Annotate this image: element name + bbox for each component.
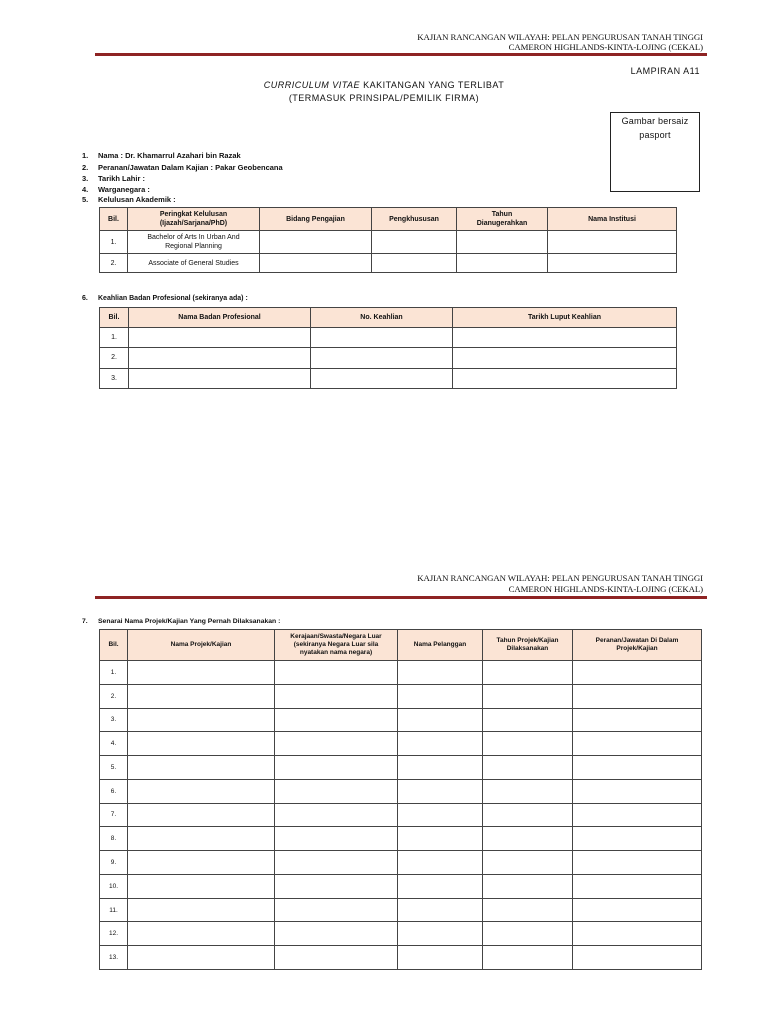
projects-cell — [398, 922, 483, 946]
academic-cell — [548, 254, 677, 273]
row-number-cell: 4. — [100, 732, 128, 756]
running-header-line2: CAMERON HIGHLANDS-KINTA-LOJING (CEKAL) — [508, 42, 703, 52]
projects-cell — [398, 851, 483, 875]
header-rule — [95, 596, 707, 599]
document-subtitle: (TERMASUK PRINSIPAL/PEMILIK FIRMA) — [288, 93, 480, 103]
academic-header-cell: Bil. — [100, 208, 128, 231]
projects-header-row — [100, 630, 702, 661]
row-number-cell: 9. — [100, 851, 128, 875]
professional-cell — [453, 328, 677, 348]
row-number-cell: 6. — [100, 779, 128, 803]
projects-cell — [275, 661, 398, 685]
projects-cell — [398, 898, 483, 922]
academic-cell — [548, 231, 677, 254]
table-row — [100, 946, 702, 970]
academic-cell — [372, 231, 457, 254]
projects-cell — [398, 779, 483, 803]
academic-header-cell: Tahun Dianugerahkan — [457, 208, 548, 231]
projects-cell — [398, 684, 483, 708]
academic-cell — [260, 254, 372, 273]
row-number-cell: 7. — [100, 803, 128, 827]
academic-header-cell: Pengkhususan — [372, 208, 457, 231]
projects-cell — [573, 732, 702, 756]
projects-cell — [573, 874, 702, 898]
projects-cell — [128, 756, 275, 780]
table-row — [100, 368, 677, 388]
header-rule — [95, 53, 707, 56]
projects-header-cell: Bil. — [100, 630, 128, 661]
projects-cell — [573, 708, 702, 732]
item-number: 2. — [82, 163, 89, 172]
projects-cell — [573, 803, 702, 827]
professional-cell — [453, 348, 677, 368]
projects-cell — [398, 946, 483, 970]
projects-cell — [483, 898, 573, 922]
projects-cell — [128, 779, 275, 803]
professional-cell — [129, 328, 311, 348]
projects-cell — [128, 898, 275, 922]
professional-cell — [129, 368, 311, 388]
professional-cell — [311, 348, 453, 368]
table-row — [100, 254, 677, 273]
projects-cell — [398, 874, 483, 898]
projects-cell — [128, 827, 275, 851]
projects-cell — [128, 946, 275, 970]
academic-cell — [372, 254, 457, 273]
projects-cell — [275, 898, 398, 922]
professional-header-cell: Tarikh Luput Keahlian — [453, 308, 677, 328]
projects-cell — [275, 708, 398, 732]
projects-cell — [483, 661, 573, 685]
row-number-cell: 3. — [100, 708, 128, 732]
item-text: Kelulusan Akademik : — [98, 195, 176, 204]
professional-header-cell: Nama Badan Profesional — [129, 308, 311, 328]
row-number-cell: 2. — [100, 684, 128, 708]
photo-box-line2: pasport — [639, 130, 671, 140]
projects-cell — [128, 684, 275, 708]
projects-cell — [483, 874, 573, 898]
projects-cell — [483, 708, 573, 732]
academic-cell: Associate of General Studies — [128, 254, 260, 273]
row-number-cell: 2. — [100, 254, 128, 273]
professional-cell — [311, 328, 453, 348]
item-text: Peranan/Jawatan Dalam Kajian : Pakar Geobencana — [98, 163, 283, 172]
row-number-cell: 1. — [100, 328, 129, 348]
academic-header-cell: Nama Institusi — [548, 208, 677, 231]
table-row — [100, 779, 702, 803]
row-number-cell: 1. — [100, 661, 128, 685]
table-row — [100, 708, 702, 732]
projects-cell — [128, 732, 275, 756]
projects-cell — [573, 851, 702, 875]
table-row — [100, 684, 702, 708]
running-header-line2: CAMERON HIGHLANDS-KINTA-LOJING (CEKAL) — [508, 584, 703, 594]
academic-header-cell: Bidang Pengajian — [260, 208, 372, 231]
projects-cell — [275, 803, 398, 827]
projects-cell — [398, 732, 483, 756]
projects-cell — [483, 684, 573, 708]
projects-header-cell: Kerajaan/Swasta/Negara Luar (sekiranya Negara Luar sila nyatakan nama negara) — [275, 630, 398, 661]
projects-cell — [275, 874, 398, 898]
item-role — [82, 163, 283, 173]
item-birth-date — [82, 174, 145, 184]
photo-box-line1: Gambar bersaiz — [621, 116, 689, 126]
item-text: Keahlian Badan Profesional (sekiranya ada) : — [98, 295, 248, 302]
item-number: 4. — [82, 185, 89, 194]
academic-header-row — [100, 208, 677, 231]
table-row — [100, 851, 702, 875]
title-rest: KAKITANGAN YANG TERLIBAT — [360, 80, 505, 90]
table-row — [100, 661, 702, 685]
projects-cell — [573, 827, 702, 851]
project-list-table — [99, 629, 702, 970]
projects-cell — [398, 661, 483, 685]
projects-cell — [398, 803, 483, 827]
projects-header-cell: Nama Pelanggan — [398, 630, 483, 661]
table-row — [100, 803, 702, 827]
item-project-list — [82, 617, 280, 627]
item-text: Tarikh Lahir : — [98, 174, 145, 183]
projects-cell — [483, 946, 573, 970]
projects-cell — [128, 874, 275, 898]
document-title — [0, 80, 768, 91]
projects-cell — [573, 898, 702, 922]
item-number: 1. — [82, 151, 89, 160]
projects-cell — [128, 803, 275, 827]
projects-cell — [275, 732, 398, 756]
projects-cell — [483, 851, 573, 875]
running-header-line1: KAJIAN RANCANGAN WILAYAH: PELAN PENGURUSAN TANAH TINGGI — [417, 573, 703, 583]
item-text: Senarai Nama Projek/Kajian Yang Pernah Dilaksanakan : — [98, 618, 281, 625]
row-number-cell: 12. — [100, 922, 128, 946]
projects-cell — [398, 756, 483, 780]
professional-cell — [453, 368, 677, 388]
item-number: 3. — [82, 174, 89, 183]
table-row — [100, 922, 702, 946]
professional-header-cell: Bil. — [100, 308, 129, 328]
projects-cell — [275, 779, 398, 803]
academic-cell — [260, 231, 372, 254]
professional-cell — [311, 368, 453, 388]
academic-qualification-table — [99, 207, 677, 273]
row-number-cell: 11. — [100, 898, 128, 922]
projects-cell — [128, 851, 275, 875]
item-professional-membership — [82, 294, 248, 304]
professional-cell — [129, 348, 311, 368]
passport-photo-box — [610, 112, 700, 192]
appendix-label: LAMPIRAN A11 — [630, 66, 700, 76]
projects-cell — [128, 922, 275, 946]
projects-cell — [398, 708, 483, 732]
academic-cell: Bachelor of Arts In Urban And Regional Planning — [128, 231, 260, 254]
row-number-cell: 10. — [100, 874, 128, 898]
row-number-cell: 3. — [100, 368, 129, 388]
projects-cell — [483, 827, 573, 851]
professional-header-row — [100, 308, 677, 328]
academic-header-cell: Peringkat Kelulusan (Ijazah/Sarjana/PhD) — [128, 208, 260, 231]
table-row — [100, 328, 677, 348]
table-row — [100, 348, 677, 368]
projects-cell — [275, 684, 398, 708]
projects-cell — [483, 756, 573, 780]
projects-header-cell: Peranan/Jawatan Di Dalam Projek/Kajian — [573, 630, 702, 661]
projects-cell — [128, 708, 275, 732]
table-row — [100, 756, 702, 780]
table-row — [100, 732, 702, 756]
item-academic-qualification — [82, 195, 176, 205]
professional-header-cell: No. Keahlian — [311, 308, 453, 328]
table-row — [100, 874, 702, 898]
projects-cell — [483, 732, 573, 756]
projects-cell — [483, 803, 573, 827]
row-number-cell: 8. — [100, 827, 128, 851]
projects-cell — [483, 779, 573, 803]
projects-cell — [573, 779, 702, 803]
item-number: 6. — [82, 295, 88, 302]
projects-cell — [275, 922, 398, 946]
projects-cell — [573, 661, 702, 685]
projects-cell — [275, 946, 398, 970]
title-italic-part: CURRICULUM VITAE — [263, 80, 361, 90]
row-number-cell: 5. — [100, 756, 128, 780]
projects-header-cell: Nama Projek/Kajian — [128, 630, 275, 661]
item-text: Nama : Dr. Khamarrul Azahari bin Razak — [98, 151, 241, 160]
item-number: 7. — [82, 618, 88, 625]
academic-cell — [457, 254, 548, 273]
academic-cell — [457, 231, 548, 254]
projects-cell — [573, 946, 702, 970]
item-nationality — [82, 185, 150, 195]
item-text: Warganegara : — [98, 185, 150, 194]
projects-cell — [573, 684, 702, 708]
row-number-cell: 13. — [100, 946, 128, 970]
projects-cell — [275, 851, 398, 875]
item-number: 5. — [82, 195, 89, 204]
row-number-cell: 2. — [100, 348, 129, 368]
item-name — [82, 151, 241, 161]
projects-cell — [275, 827, 398, 851]
projects-cell — [275, 756, 398, 780]
projects-header-cell: Tahun Projek/Kajian Dilaksanakan — [483, 630, 573, 661]
table-row — [100, 827, 702, 851]
projects-cell — [483, 922, 573, 946]
professional-membership-table — [99, 307, 677, 389]
running-header-line1: KAJIAN RANCANGAN WILAYAH: PELAN PENGURUSAN TANAH TINGGI — [417, 32, 703, 42]
projects-cell — [398, 827, 483, 851]
projects-cell — [573, 922, 702, 946]
row-number-cell: 1. — [100, 231, 128, 254]
table-row — [100, 231, 677, 254]
table-row — [100, 898, 702, 922]
projects-cell — [128, 661, 275, 685]
projects-cell — [573, 756, 702, 780]
